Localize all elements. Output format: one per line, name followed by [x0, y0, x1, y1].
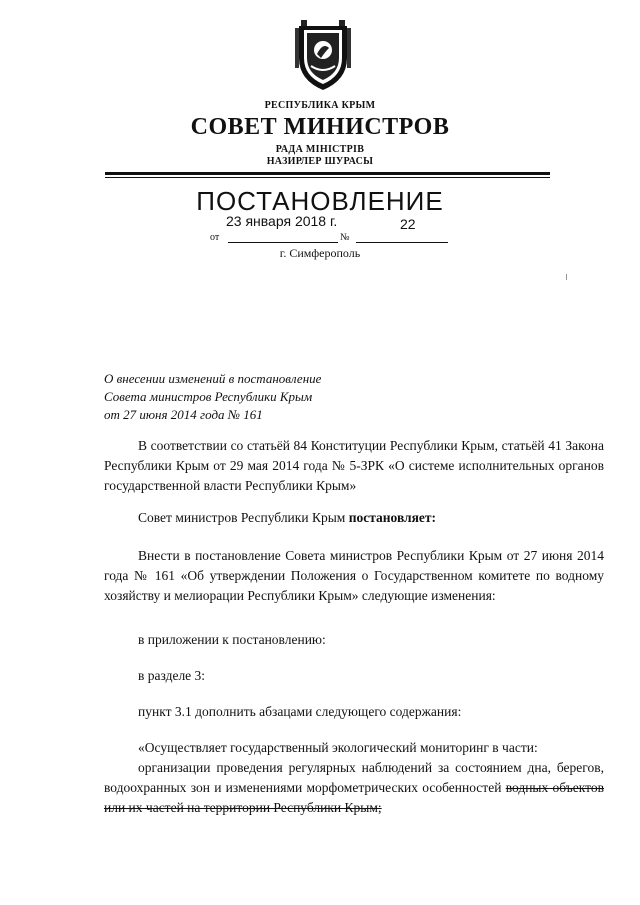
paragraph-legal-basis: В соответствии со статьёй 84 Конституции Республики Крым, статьёй 41 Закона Республики Крым от 29 мая 2014 года № 5-ЗРК «О системе исполнительных органов государственной власти Республики Крым» [104, 438, 604, 493]
header-divider-thin [105, 177, 550, 178]
paragraph-section: в разделе 3: [138, 668, 206, 683]
quote-line: «Осуществляет государственный экологический мониторинг в части: [138, 740, 538, 755]
city: г. Симферополь [279, 246, 361, 260]
scan-mark [566, 274, 567, 280]
paragraph-quote [104, 738, 604, 818]
decree-number: 22 [400, 216, 416, 232]
date-underline [228, 242, 338, 243]
header-divider-thick [105, 172, 550, 175]
crimea-coat-of-arms-icon [295, 18, 351, 92]
number-underline [356, 242, 448, 243]
decree-date: 23 января 2018 г. [226, 213, 338, 229]
quote-line [104, 758, 604, 818]
republic-name: РЕСПУБЛИКА КРЫМ [264, 100, 376, 111]
paragraph-appendix: в приложении к постановлению: [138, 632, 326, 647]
council-name-crimean-tatar: НАЗИРЛЕР ШУРАСЫ [266, 156, 374, 167]
decree-subject [104, 370, 404, 424]
paragraph-amendment: Внести в постановление Совета министров Республики Крым от 27 июня 2014 года № 161 «Об утверждении Положения о Государственном комитете по водному хозяйству и мелиорации Республики Крым» следующие изменения: [104, 548, 604, 603]
date-number-line [210, 226, 460, 246]
decree-title: ПОСТАНОВЛЕНИЕ [196, 186, 444, 216]
resolves-keyword: постановляет: [348, 510, 437, 525]
paragraph-resolves [104, 508, 604, 528]
council-name: СОВЕТ МИНИСТРОВ [190, 114, 450, 140]
quote-text-struck: водных объектов или их частей на территории Республики Крым; [104, 780, 604, 815]
subject-line: О внесении изменений в постановление [104, 371, 322, 386]
resolves-text: Совет министров Республики Крым [138, 510, 349, 525]
council-name-ukrainian: РАДА МІНІСТРІВ [275, 144, 365, 155]
subject-line: от 27 июня 2014 года № 161 [104, 407, 263, 422]
subject-line: Совета министров Республики Крым [104, 389, 313, 404]
date-prefix: от [210, 232, 220, 243]
quote-text: организации проведения регулярных наблюдений за состоянием дна, берегов, водоохранных зон и изменениями морфометрических особенностей [104, 760, 604, 795]
paragraph-clause: пункт 3.1 дополнить абзацами следующего содержания: [138, 704, 462, 719]
number-prefix: № [340, 232, 350, 243]
